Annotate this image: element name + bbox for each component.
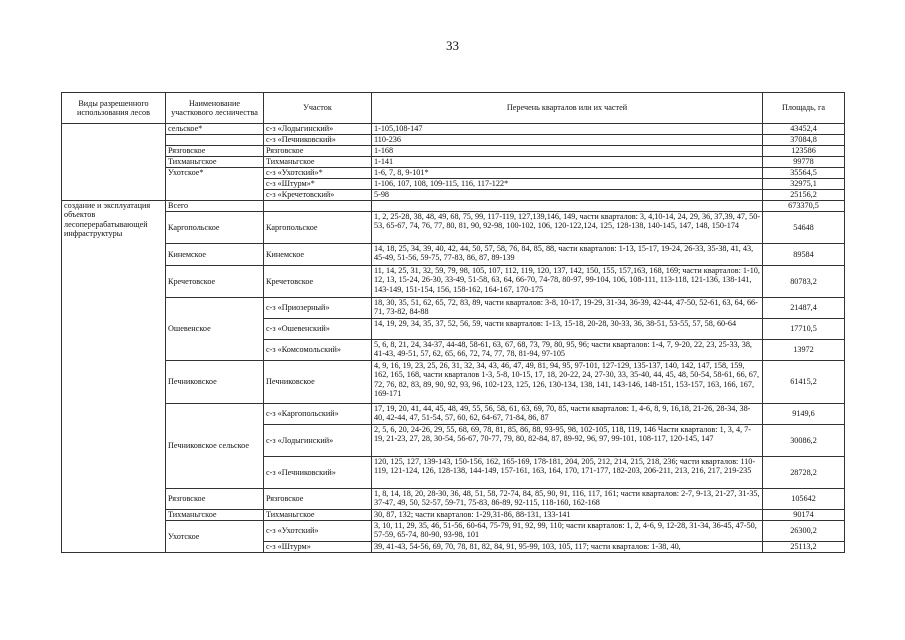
table-row — [62, 404, 845, 425]
plot-cell: с-з «Печниковский» — [264, 135, 372, 146]
forestry-cell: Тихманьгское — [166, 510, 264, 521]
quarters-cell: 1, 8, 14, 18, 20, 28-30, 36, 48, 51, 58, 72-74, 84, 85, 90, 91, 116, 117, 161; части кварталов: 2-7, 9-13, 21-27, 31-35, 37-47, 49, 50, 52-57, 59-71, 75-83, 86-89, 92-115, 118-160, 162-168 — [372, 489, 763, 510]
quarters-cell: 14, 19, 29, 34, 35, 37, 52, 56, 59, части кварталов: 1-13, 15-18, 20-28, 30-33, 36, 38-51, 53-55, 57, 58, 60-64 — [372, 319, 763, 340]
quarters-cell: 1-168 — [372, 146, 763, 157]
plot-cell: с-з «Каргопольский» — [264, 404, 372, 425]
forestry-cell: Всего — [166, 201, 264, 212]
plot-cell: Кинемское — [264, 244, 372, 266]
forestry-cell: сельское* — [166, 124, 264, 135]
table-row — [62, 157, 845, 168]
plot-cell: с-з «Ухотский»* — [264, 168, 372, 179]
quarters-cell: 4, 9, 16, 19, 23, 25, 26, 31, 32, 34, 43, 46, 47, 49, 81, 94, 95, 97-101, 127-129, 135-137, 140, 142, 147, 158, 159, 162, 165, 168, части кварталов 1-3, 5-8, 10-15, 17, 18, 20-22, 24, 27-30, 33, 35-40, 44, 45, 48, 50-54, 58-61, 66, 67, 72, 76, 82, 83, 89, 90, 92, 93, 96, 102-123, 125, 126, 130-134, 138, 141, 143-146, 148-151, 153-157, 163, 166, 167, 169-171 — [372, 361, 763, 404]
use-type-cell: создание и эксплуатация объектов лесоперерабатывающей инфраструктуры — [62, 201, 166, 553]
table-row — [62, 361, 845, 404]
area-cell: 28728,2 — [763, 457, 845, 489]
plot-cell: Печниковское — [264, 361, 372, 404]
plot-cell: с-з «Кречетовский» — [264, 190, 372, 201]
table-row — [62, 212, 845, 244]
area-cell: 43452,4 — [763, 124, 845, 135]
quarters-cell: 1-141 — [372, 157, 763, 168]
table-row — [62, 298, 845, 319]
table-body — [62, 124, 845, 553]
quarters-cell: 1-105,108-147 — [372, 124, 763, 135]
header-area: Площадь, га — [763, 93, 845, 124]
quarters-cell: 11, 14, 25, 31, 32, 59, 79, 98, 105, 107, 112, 119, 120, 137, 142, 150, 155, 157,163, 168, 169; части кварталов: 1-10, 12, 13, 15-24, 26-30, 33-49, 51-58, 63, 64, 66-70, 74-78, 80-97, 99-104, 106, 108-111, 113-118, 121-136, 138-141, 143-149, 151-154, 156, 158-162, 164-167, 170-175 — [372, 266, 763, 298]
quarters-cell: 18, 30, 35, 51, 62, 65, 72, 83, 89, части кварталов: 3-8, 10-17, 19-29, 31-34, 36-39, 42-44, 47-50, 52-61, 63, 64, 66-71, 73-82, 84-88 — [372, 298, 763, 319]
quarters-table — [61, 92, 845, 553]
header-forestry: Наименование участкового лесничества — [166, 93, 264, 124]
area-cell: 35564,5 — [763, 168, 845, 179]
forestry-cell: Печниковское — [166, 361, 264, 404]
plot-cell: с-з «Ухотский» — [264, 521, 372, 542]
area-cell: 61415,2 — [763, 361, 845, 404]
area-cell: 25156,2 — [763, 190, 845, 201]
plot-cell: с-з «Лодыгинский» — [264, 124, 372, 135]
table-row — [62, 135, 845, 146]
area-cell: 37084,8 — [763, 135, 845, 146]
area-cell: 54648 — [763, 212, 845, 244]
plot-cell: Каргопольское — [264, 212, 372, 244]
header-quarters: Перечень кварталов или их частей — [372, 93, 763, 124]
forestry-cell: Кинемское — [166, 244, 264, 266]
area-cell: 32975,1 — [763, 179, 845, 190]
area-cell: 17710,5 — [763, 319, 845, 340]
table-row — [62, 266, 845, 298]
table-header-row — [62, 93, 845, 124]
quarters-cell: 1-6, 7, 8, 9-101* — [372, 168, 763, 179]
quarters-cell: 14, 18, 25, 34, 39, 40, 42, 44, 50, 57, 58, 76, 84, 85, 88, части кварталов: 1-13, 15-17, 19-24, 26-33, 35-38, 41, 43, 45-49, 51-56, 59-75, 77-83, 86, 87, 89-139 — [372, 244, 763, 266]
area-cell: 99778 — [763, 157, 845, 168]
plot-cell: Тихманьгское — [264, 510, 372, 521]
table-row — [62, 489, 845, 510]
area-cell: 21487,4 — [763, 298, 845, 319]
table-row — [62, 244, 845, 266]
quarters-cell: 110-236 — [372, 135, 763, 146]
plot-cell: с-з «Комсомольский» — [264, 340, 372, 361]
quarters-cell: 1, 2, 25-28, 38, 48, 49, 68, 75, 99, 117-119, 127,139,146, 149, части кварталов: 3, 4,10-14, 24, 29, 36, 37,39, 47, 50-53, 65-67, 74, 76, 77, 80, 81, 90, 92-98, 100-102, 106, 120-122,124, 125, 128-138, 140-145, 147, 148, 150-174 — [372, 212, 763, 244]
forestry-cell: Кречетовское — [166, 266, 264, 298]
area-cell: 105642 — [763, 489, 845, 510]
header-plot: Участок — [264, 93, 372, 124]
plot-cell: Тихманьгское — [264, 157, 372, 168]
plot-cell: с-з «Штурм»* — [264, 179, 372, 190]
plot-cell: с-з «Печниковский» — [264, 457, 372, 489]
table-row — [62, 201, 845, 212]
area-cell: 26300,2 — [763, 521, 845, 542]
quarters-cell: 39, 41-43, 54-56, 69, 70, 78, 81, 82, 84, 91, 95-99, 103, 105, 117; части кварталов: 1-38, 40, — [372, 542, 763, 553]
plot-cell: с-з «Лодыгинский» — [264, 425, 372, 457]
area-cell: 13972 — [763, 340, 845, 361]
forestry-cell: Рязговское — [166, 146, 264, 157]
forestry-cell — [166, 135, 264, 146]
area-cell: 90174 — [763, 510, 845, 521]
area-cell: 30086,2 — [763, 425, 845, 457]
plot-cell: Кречетовское — [264, 266, 372, 298]
table-row — [62, 124, 845, 135]
forestry-cell: Рязговское — [166, 489, 264, 510]
quarters-cell: 1-106, 107, 108, 109-115, 116, 117-122* — [372, 179, 763, 190]
forestry-cell: Ошевенское — [166, 298, 264, 361]
forestry-cell: Печниковское сельское — [166, 404, 264, 489]
quarters-cell: 5-98 — [372, 190, 763, 201]
quarters-cell: 2, 5, 6, 20, 24-26, 29, 55, 68, 69, 78, 81, 85, 86, 88, 93-95, 98, 102-105, 118, 119, 146 Части кварталов: 1, 3, 4, 7-19, 21-23, 27, 28, 30-54, 56-67, 70-77, 79, 80, 82-84, 87, 89-92, 96, 97, 99-101, 108-117, 120-145, 147 — [372, 425, 763, 457]
quarters-cell: 17, 19, 20, 41, 44, 45, 48, 49, 55, 56, 58, 61, 63, 69, 70, 85, части кварталов: 1, 4-6, 8, 9, 16,18, 21-26, 28-34, 38-40, 42-44, 47, 51-54, 57, 60, 62, 64-67, 71-84, 86, 87 — [372, 404, 763, 425]
forestry-cell: Ухотское — [166, 521, 264, 553]
plot-cell — [264, 201, 372, 212]
forestry-cell: Ухотское* — [166, 168, 264, 201]
plot-cell: Рязговское — [264, 146, 372, 157]
use-type-cell — [62, 124, 166, 201]
page-number: 33 — [446, 38, 459, 53]
area-cell: 80783,2 — [763, 266, 845, 298]
forestry-cell: Тихманьгское — [166, 157, 264, 168]
area-cell: 9149,6 — [763, 404, 845, 425]
area-cell: 25113,2 — [763, 542, 845, 553]
plot-cell: Рязговское — [264, 489, 372, 510]
area-cell: 673370,5 — [763, 201, 845, 212]
table-row — [62, 168, 845, 179]
header-use-type: Виды разрешенного использования лесов — [62, 93, 166, 124]
quarters-cell: 5, 6, 8, 21, 24, 34-37, 44-48, 58-61, 63, 67, 68, 73, 79, 80, 95, 96; части кварталов: 1-4, 7, 9-20, 22, 23, 25-33, 38, 41-43, 49-51, 57, 62, 65, 66, 72, 74, 77, 78, 81-94, 97-105 — [372, 340, 763, 361]
quarters-cell: 30, 87, 132; части кварталов: 1-29,31-86, 88-131, 133-141 — [372, 510, 763, 521]
forestry-cell: Каргопольское — [166, 212, 264, 244]
area-cell: 89584 — [763, 244, 845, 266]
plot-cell: с-з «Штурм» — [264, 542, 372, 553]
plot-cell: с-з «Приозерный» — [264, 298, 372, 319]
quarters-cell — [372, 201, 763, 212]
table-row — [62, 146, 845, 157]
plot-cell: с-з «Ошевенский» — [264, 319, 372, 340]
area-cell: 123586 — [763, 146, 845, 157]
quarters-cell: 3, 10, 11, 29, 35, 46, 51-56, 60-64, 75-79, 91, 92, 99, 110; части кварталов: 1, 2, 4-6, 9, 12-28, 31-34, 36-45, 47-50, 57-59, 65-74, 80-90, 93-98, 101 — [372, 521, 763, 542]
table-row — [62, 510, 845, 521]
table-row — [62, 521, 845, 542]
quarters-cell: 120, 125, 127, 139-143, 150-156, 162, 165-169, 178-181, 204, 205, 212, 214, 215, 218, 236; части кварталов: 110-119, 121-124, 126, 128-138, 144-149, 157-161, 163, 164, 170, 171-177, 182-203, 206-211, 213, 216, 217, 219-235 — [372, 457, 763, 489]
